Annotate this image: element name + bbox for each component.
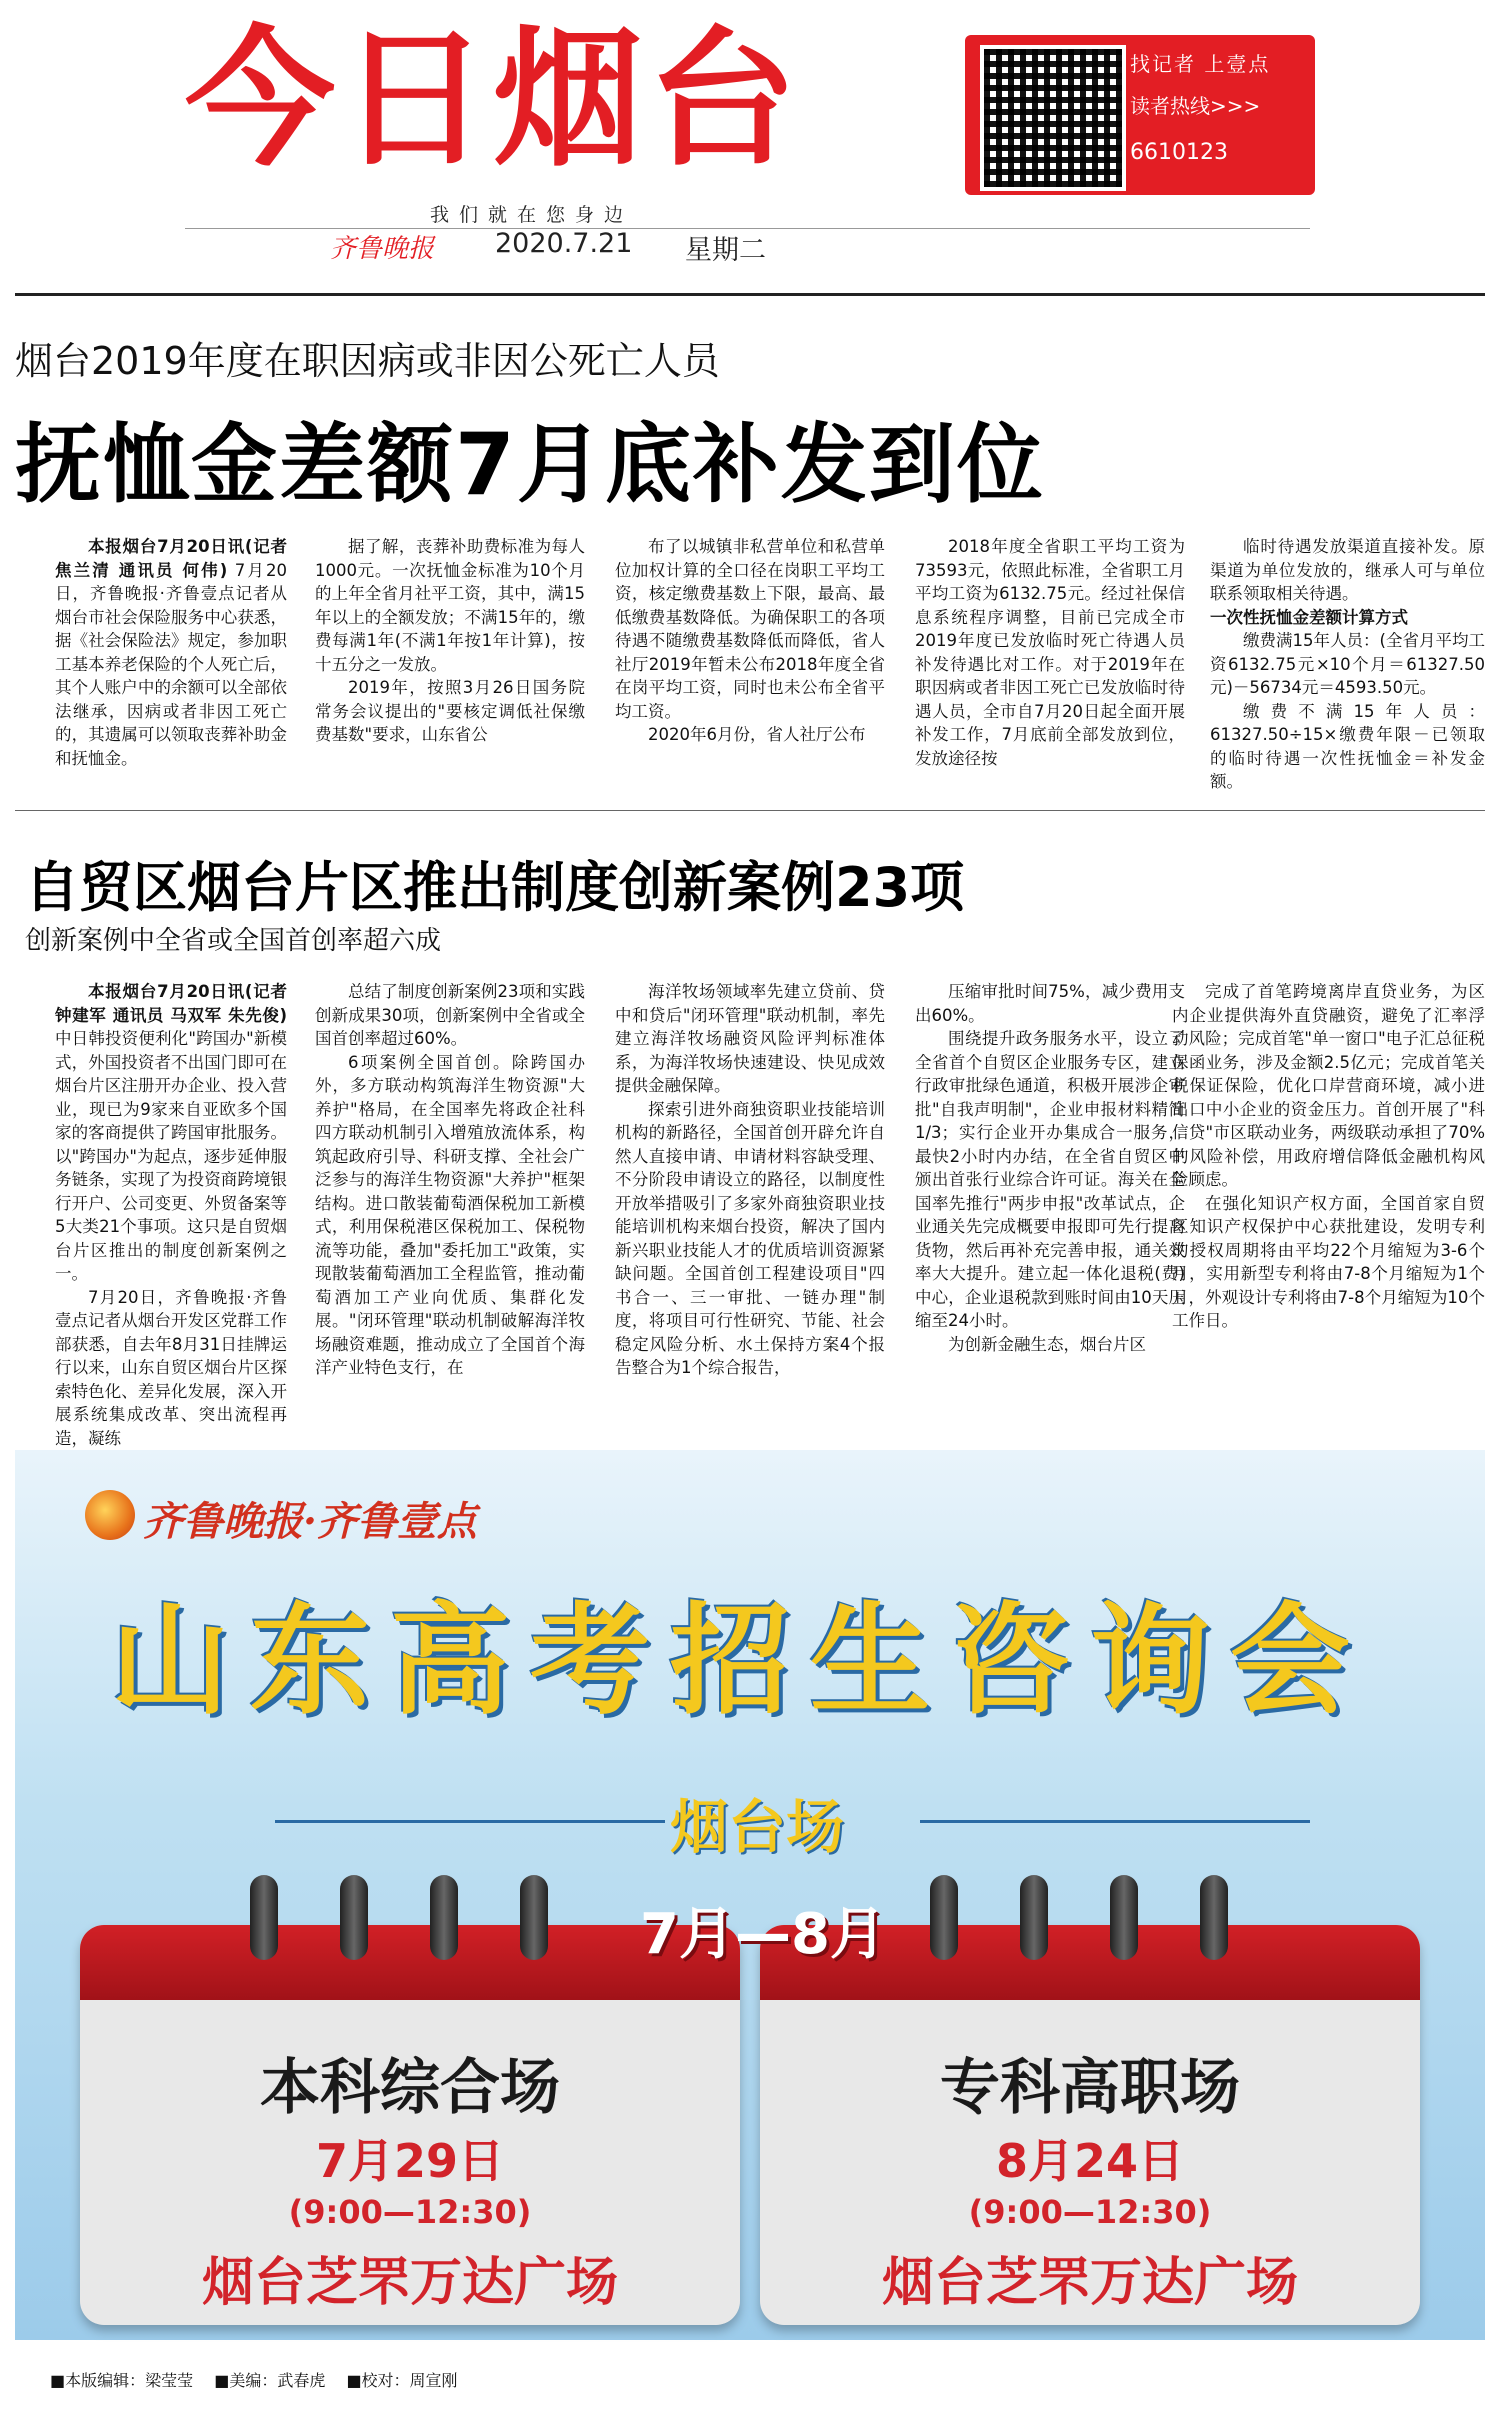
article1-paragraph: 缴费满15年人员：(全省月平均工资6132.75元×10个月＝61327.50元)－56734元＝4593.50元。 — [1210, 631, 1485, 697]
article1-paragraph: 布了以城镇非私营单位和私营单位加权计算的全口径在岗职工平均工资，核定缴费基数上下限，最高、最低缴费基数降低。为确保职工的各项待遇不随缴费基数降低而降低，省人社厅2019年暂未公布2018年度全省在岗平均工资，同时也未公布全省平均工资。 — [615, 537, 885, 721]
article2-paragraph: 完成了首笔跨境离岸直贷业务，为区内企业提供海外直贷融资，避免了汇率浮动风险；完成首笔"单一窗口"电子汇总征税保函业务，涉及金额2.5亿元；完成首笔关税保证保险，优化口岸营商环境，减小进出口中小企业的资金压力。首创开展了"科信贷"市区联动业务，两级联动承担了70%的风险补偿，用政府增信降低金融机构风险顾虑。 — [1172, 982, 1485, 1189]
credit-editor: ■本版编辑：梁莹莹 — [50, 2371, 194, 2390]
session-name: 专科高职场 — [940, 2053, 1240, 2123]
article1-paragraph: 2020年6月份，省人社厅公布 — [648, 725, 866, 744]
article2-paragraph: 总结了制度创新案例23项和实践创新成果30项，创新案例中全省或全国首创率超过60%。 — [315, 982, 585, 1048]
session-name: 本科综合场 — [260, 2053, 560, 2123]
session-date: 7月29日 — [315, 2134, 505, 2188]
edition-date: 2020.7.21 — [495, 228, 633, 259]
session-time: (9:00—12:30) — [288, 2193, 532, 2231]
article2-byline: 本报烟台7月20日讯(记者 钟建军 通讯员 马双军 朱先俊) — [55, 982, 287, 1025]
article1-paragraph: 临时待遇发放渠道直接补发。原渠道为单位发放的，继承人可与单位联系领取相关待遇。 — [1210, 537, 1485, 603]
calendar-ring-icon — [520, 1875, 548, 1960]
article1-paragraph: 缴费不满15年人员：61327.50÷15×缴费年限－已领取的临时待遇一次性抚恤金＝补发金额。 — [1210, 701, 1485, 791]
hotline-number: 6610123 — [1130, 140, 1228, 165]
article1-column-5 — [1210, 535, 1485, 791]
article2-paragraph: 压缩审批时间75%，减少费用支出60%。 — [915, 982, 1185, 1025]
article1-column-2 — [315, 535, 585, 785]
sun-logo-icon — [85, 1490, 135, 1540]
article2-column-3 — [615, 980, 885, 1410]
divider — [275, 1820, 665, 1823]
calendar-ring-icon — [1110, 1875, 1138, 1960]
article1-kicker: 烟台2019年度在职因病或非因公死亡人员 — [15, 339, 720, 383]
session-venue: 烟台芝罘万达广场 — [201, 2253, 618, 2313]
calendar-card-vocational — [760, 1925, 1420, 2325]
article1-column-4 — [915, 535, 1185, 785]
article2-column-1 — [55, 980, 287, 1448]
hotline-label: 读者热线>>> — [1130, 94, 1261, 118]
article2-paragraph: 7月20日，齐鲁晚报·齐鲁壹点记者从烟台开发区党群工作部获悉，自去年8月31日挂牌运行以来，山东自贸区烟台片区探索特色化、差异化发展，深入开展系统集成改革、突出流程再造，凝练 — [55, 1287, 287, 1448]
masthead-title: 今日烟台 — [185, 13, 802, 187]
ad-title: 山东高考招生咨询会 — [110, 1592, 1370, 1731]
qr-code-icon[interactable] — [980, 45, 1126, 191]
article2-paragraph: 6项案例全国首创。除跨国办外，多方联动构筑海洋生物资源"大养护"格局，在全国率先将政企社科四方联动机制引入增殖放流体系，构筑起政府引导、科研支撑、全社会广泛参与的海洋生物资源"大养护"框架结构。进口散装葡萄酒保税加工新模式，利用保税港区保税加工、保税物流等功能，叠加"委托加工"政策，实现散装葡萄酒加工全程监管，推动葡萄酒加工产业向优质、集群化发展。"闭环管理"联动机制破解海洋牧场融资难题，推动成立了全国首个海洋产业特色支行，在 — [315, 1052, 585, 1377]
calendar-ring-icon — [1020, 1875, 1048, 1960]
divider — [15, 810, 1485, 811]
advertisement-banner[interactable] — [15, 1450, 1485, 2340]
calendar-ring-icon — [1200, 1875, 1228, 1960]
session-time: (9:00—12:30) — [968, 2193, 1212, 2231]
calendar-ring-icon — [250, 1875, 278, 1960]
newspaper-brand: 齐鲁晚报 — [330, 234, 435, 264]
ad-subtitle: 烟台场 — [670, 1793, 845, 1861]
credit-designer: ■美编：武春虎 — [214, 2371, 326, 2390]
article1-column-1 — [55, 535, 287, 785]
article1-headline: 抚恤金差额7月底补发到位 — [15, 415, 1045, 515]
masthead-slogan: 我们就在您身边 — [430, 204, 634, 226]
article1-paragraph: 2018年度全省职工平均工资为73593元，依照此标准，全省职工月平均工资为6132.75元。经过社保信息系统程序调整，目前已完成全市2019年度已发放临时死亡待遇人员补发待遇比对工作。对于2019年在职因病或者非因工死亡已发放临时待遇人员，全市自7月20日起全面开展补发工作，7月底前全部发放到位，发放途径按 — [915, 537, 1185, 768]
article2-column-2 — [315, 980, 585, 1410]
calendar-ring-icon — [930, 1875, 958, 1960]
article2-paragraph: 海洋牧场领域率先建立贷前、贷中和贷后"闭环管理"联动机制，率先建立海洋牧场融资风险评判标准体系，为海洋牧场快速建设、快见成效提供金融保障。 — [615, 982, 885, 1095]
article1-paragraph: 2019年，按照3月26日国务院常务会议提出的"要核定调低社保缴费基数"要求，山东省公 — [315, 678, 585, 744]
credit-proofreader: ■校对：周宣刚 — [346, 2371, 458, 2390]
article1-column-3 — [615, 535, 885, 785]
article2-subhead: 创新案例中全省或全国首创率超六成 — [25, 926, 442, 956]
article2-paragraph: 在强化知识产权方面，全国首家自贸区知识产权保护中心获批建设，发明专利的授权周期将由平均22个月缩短为3-6个月，实用新型专利将由7-8个月缩短为1个月，外观设计专利将由7-8个月缩短为10个工作日。 — [1172, 1193, 1485, 1330]
session-venue: 烟台芝罘万达广场 — [881, 2253, 1298, 2313]
ad-logo-text: 齐鲁晚报·齐鲁壹点 — [143, 1498, 477, 1545]
calendar-ring-icon — [340, 1875, 368, 1960]
article2-paragraph: 探索引进外商独资职业技能培训机构的新路径，全国首创开辟允许自然人直接申请、申请材料容缺受理、不分阶段申请设立的路径，以制度性开放举措吸引了多家外商独资职业技能培训机构来烟台投资，解决了国内新兴职业技能人才的优质培训资源紧缺问题。全国首创工程建设项目"四书合一、三一审批、一链办理"制度，将项目可行性研究、节能、社会稳定风险分析、水土保持方案4个报告整合为1个综合报告， — [615, 1099, 885, 1377]
calendar-ring-icon — [430, 1875, 458, 1960]
article1-subheading: 一次性抚恤金差额计算方式 — [1210, 607, 1408, 627]
article2-paragraph: 中日韩投资便利化"跨国办"新模式，外国投资者不出国门即可在烟台片区注册开办企业、投入营业，现已为9家来自亚欧多个国家的客商提供了跨国审批服务。以"跨国办"为起点，逐步延伸服务链条，实现了为投资商跨境银行开户、公司变更、外贸备案等5大类21个事项。这只是自贸烟台片区推出的制度创新案例之一。 — [55, 1029, 287, 1283]
article1-byline: 本报烟台7月20日讯(记者 焦兰清 通讯员 何伟) — [55, 537, 287, 580]
article2-column-5 — [1172, 980, 1485, 1410]
session-date: 8月24日 — [995, 2134, 1185, 2188]
article2-column-4 — [915, 980, 1185, 1410]
page-credits — [50, 2368, 474, 2391]
calendar-card-undergraduate — [80, 1925, 740, 2325]
article2-paragraph: 围绕提升政务服务水平，设立了全省首个自贸区企业服务专区，建立行政审批绿色通道，积极开展涉企审批"自我声明制"，企业申报材料精简1/3；实行企业开办集成合一服务，最快2小时内办结，在全省自贸区中颁出首张行业综合许可证。海关在全国率先推行"两步申报"改革试点，企业通关先完成概要申报即可先行提离货物，然后再补充完善申报，通关效率大大提升。建立起一体化退税(费)中心，企业退税款到账时间由10天压缩至24小时。 — [915, 1029, 1185, 1330]
article1-paragraph: 7月20日，齐鲁晚报·齐鲁壹点记者从烟台市社会保险服务中心获悉，据《社会保险法》规定，参加职工基本养老保险的个人死亡后，其个人账户中的余额可以全部依法继承，因病或者非因工死亡的，其遗属可以领取丧葬补助金和抚恤金。 — [55, 560, 288, 768]
ad-date-range: 7月—8月 — [640, 1902, 886, 1967]
divider — [920, 1820, 1310, 1823]
article2-headline: 自贸区烟台片区推出制度创新案例23项 — [25, 856, 965, 919]
divider — [15, 293, 1485, 296]
article1-paragraph: 据了解，丧葬补助费标准为每人1000元。一次抚恤金标准为10个月的上年全省月社平工资，其中，满15年以上的全额发放；不满15年的，缴费每满1年(不满1年按1年计算)，按十五分之一发放。 — [315, 537, 585, 674]
qr-caption: 找记者 上壹点 — [1130, 52, 1271, 76]
edition-weekday: 星期二 — [685, 235, 766, 266]
article2-paragraph: 为创新金融生态，烟台片区 — [948, 1334, 1146, 1354]
